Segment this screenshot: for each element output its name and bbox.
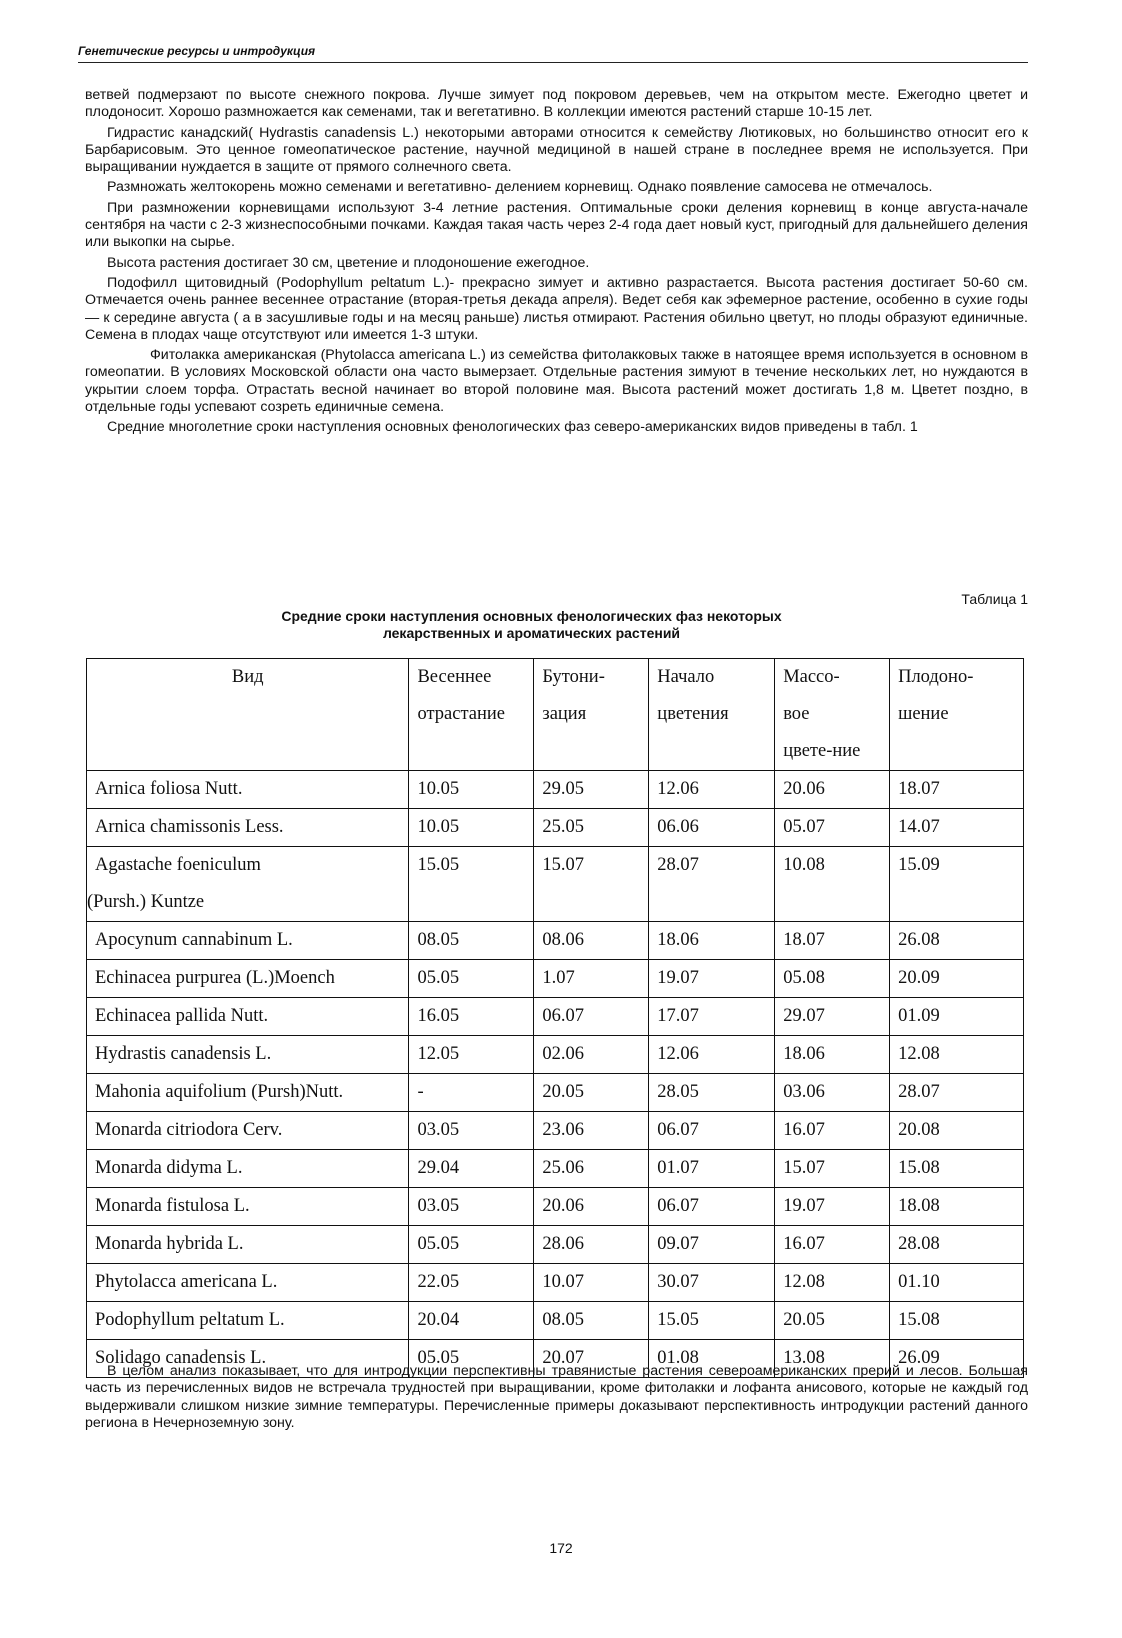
species-cell: Agastache foeniculum (Pursh.) Kuntze [87,847,409,922]
date-cell: 23.06 [534,1112,649,1150]
table-row [87,1188,1024,1226]
date-cell: 10.07 [534,1264,649,1302]
date-cell: 16.07 [775,1112,890,1150]
date-cell: 06.06 [649,809,775,847]
table-caption-line: Средние сроки наступления основных фенологических фаз некоторых [281,608,782,624]
species-cell: Monarda fistulosa L. [87,1188,409,1226]
paragraph: Средние многолетние сроки наступления основных фенологических фаз северо-американских видов приведены в табл. 1 [107,419,918,436]
date-cell: 20.06 [534,1188,649,1226]
date-cell: 15.07 [534,847,649,922]
date-cell: 28.08 [890,1226,1024,1264]
table-label: Таблица 1 [961,591,1028,607]
table-row [87,771,1024,809]
date-cell: 06.07 [649,1188,775,1226]
species-cell: Arnica chamissonis Less. [87,809,409,847]
table-caption [85,608,1028,642]
date-cell: 20.09 [890,960,1024,998]
date-cell: 13.08 [775,1340,890,1378]
date-cell: 29.04 [409,1150,534,1188]
date-cell: 03.05 [409,1188,534,1226]
date-cell: 01.09 [890,998,1024,1036]
date-cell: 1.07 [534,960,649,998]
date-cell: 28.07 [890,1074,1024,1112]
date-cell: 28.05 [649,1074,775,1112]
table-row [87,1074,1024,1112]
date-cell: 28.07 [649,847,775,922]
table-row [87,998,1024,1036]
paragraph: Подофилл щитовидный (Podophyllum peltatum L.)- прекрасно зимует и активно разрастается. Высота растения достигает 50-60 см. Отмечается очень раннее весеннее отрастание (вторая-третья декада апреля). Ведет себя как эфемерное растение, особенно в сухие годы — к середине августа ( а в засушливые годы и на месяц раньше) листья отмирают. Растения обильно цветут, но плоды образуют единичные. Семена в плодах чаще отсутствуют или имеется 1-3 штуки. [85,274,1028,343]
date-cell: 28.06 [534,1226,649,1264]
date-cell: 10.05 [409,809,534,847]
date-cell: 08.05 [409,922,534,960]
species-cell: Echinacea pallida Nutt. [87,998,409,1036]
date-cell: 12.08 [890,1036,1024,1074]
date-cell: 09.07 [649,1226,775,1264]
date-cell: 20.05 [534,1074,649,1112]
date-cell: 05.05 [409,960,534,998]
header-cell-species: Вид [87,659,409,771]
date-cell: 15.09 [890,847,1024,922]
date-cell: 18.06 [775,1036,890,1074]
running-header: Генетические ресурсы и интродукция [78,44,316,58]
date-cell: 26.09 [890,1340,1024,1378]
date-cell: 12.05 [409,1036,534,1074]
date-cell: 18.07 [775,922,890,960]
date-cell: 12.06 [649,771,775,809]
paragraph: При размножении корневищами используют 3-4 летние растения. Оптимальные сроки деления корневищ в конце августа-начале сентября на части с 2-3 жизнеспособными почками. Каждая такая часть через 2-4 года дает новый куст, пригодный для дальнейшего деления или выкопки на сырье. [85,199,1028,251]
date-cell: 20.08 [890,1112,1024,1150]
date-cell: 06.07 [534,998,649,1036]
paragraph: Высота растения достигает 30 см, цветение и плодоношение ежегодное. [107,254,590,271]
species-cell: Hydrastis canadensis L. [87,1036,409,1074]
species-cell: Mahonia aquifolium (Pursh)Nutt. [87,1074,409,1112]
date-cell: 30.07 [649,1264,775,1302]
date-cell: 05.08 [775,960,890,998]
date-cell: 18.06 [649,922,775,960]
species-cell: Podophyllum peltatum L. [87,1302,409,1340]
date-cell: 12.08 [775,1264,890,1302]
date-cell: 20.04 [409,1302,534,1340]
header-cell-budding: Бутони- зация [534,659,649,771]
header-cell-flowering-start: Начало цветения [649,659,775,771]
body-text [85,87,1028,440]
date-cell: 16.07 [775,1226,890,1264]
date-cell: 25.06 [534,1150,649,1188]
paragraph: Гидрастис канадский( Hydrastis canadensis L.) некоторыми авторами относится к семейству Лютиковых, но большинство относит его к Барбарисовым. Это ценное гомеопатическое растение, научной медициной в нашей стране в последнее время не используется. При выращивании нуждается в защите от прямого солнечного света. [85,124,1028,176]
table-row [87,960,1024,998]
table-row [87,1150,1024,1188]
species-cell: Monarda hybrida L. [87,1226,409,1264]
date-cell: 15.05 [409,847,534,922]
date-cell: 03.05 [409,1112,534,1150]
date-cell: 05.05 [409,1226,534,1264]
date-cell: 19.07 [775,1188,890,1226]
date-cell: 01.10 [890,1264,1024,1302]
date-cell: 01.07 [649,1150,775,1188]
header-cell-mass-flowering: Массо- вое цвете-ние [775,659,890,771]
date-cell: 15.05 [649,1302,775,1340]
date-cell: 20.06 [775,771,890,809]
species-cell: Monarda didyma L. [87,1150,409,1188]
date-cell: 08.06 [534,922,649,960]
date-cell: 26.08 [890,922,1024,960]
date-cell: 15.08 [890,1150,1024,1188]
date-cell: 06.07 [649,1112,775,1150]
species-cell: Arnica foliosa Nutt. [87,771,409,809]
paragraph: Фитолакка американская (Phytolacca americana L.) из семейства фитолакковых также в натоящее время используется в основном в гомеопатии. В условиях Московской области она часто вымерзает. Отдельные растения зимуют в течение нескольких лет, но нуждаются в укрытии слоем торфа. Отрастать весной начинает во второй половине мая. Высота растений может достигать 1,8 м. Цветет поздно, в отдельные годы успевают созреть единичные семена. [85,347,1028,416]
species-cell: Echinacea purpurea (L.)Moench [87,960,409,998]
phenology-table [86,658,1024,1378]
page-number: 172 [549,1540,573,1556]
table-row [87,1112,1024,1150]
species-cell: Solidago canadensis L. [87,1340,409,1378]
header-rule [78,62,1028,63]
date-cell: 18.07 [890,771,1024,809]
date-cell: 10.08 [775,847,890,922]
table-header-row [87,659,1024,771]
date-cell: 01.08 [649,1340,775,1378]
table-caption-line: лекарственных и ароматических растений [382,625,681,641]
paragraph: В целом анализ показывает, что для интродукции перспективны травянистые растения североамериканских прерий и лесов. Большая часть из перечисленных видов не встречала трудностей при выращивании, кроме фитолакки и лофанта анисового, которые не каждый год выдерживали слишком низкие зимние температуры. Перечисленные примеры доказывают перспективность интродукции растений данного региона в Нечерноземную зону. [85,1363,1028,1431]
table-row [87,809,1024,847]
table-row [87,847,1024,922]
table-row [87,1036,1024,1074]
paragraph: ветвей подмерзают по высоте снежного покрова. Лучше зимует под покровом деревьев, чем на открытом месте. Ежегодно цветет и плодоносит. Хорошо размножается как семенами, так и вегетативно. В коллекции имеются растений старше 10-15 лет. [85,87,1028,121]
date-cell: 02.06 [534,1036,649,1074]
date-cell: 29.05 [534,771,649,809]
date-cell: 14.07 [890,809,1024,847]
date-cell: 15.08 [890,1302,1024,1340]
closing-text [85,1363,1028,1432]
date-cell: 18.08 [890,1188,1024,1226]
header-cell-fruiting: Плодоно- шение [890,659,1024,771]
paragraph: Размножать желтокорень можно семенами и вегетативно- делением корневищ. Однако появление самосева не отмечалось. [107,179,933,196]
table-row [87,1226,1024,1264]
date-cell: - [409,1074,534,1112]
date-cell: 19.07 [649,960,775,998]
species-cell: Apocynum cannabinum L. [87,922,409,960]
date-cell: 08.05 [534,1302,649,1340]
date-cell: 17.07 [649,998,775,1036]
date-cell: 10.05 [409,771,534,809]
date-cell: 20.07 [534,1340,649,1378]
date-cell: 12.06 [649,1036,775,1074]
species-cell: Phytolacca americana L. [87,1264,409,1302]
date-cell: 16.05 [409,998,534,1036]
table-row [87,922,1024,960]
date-cell: 05.07 [775,809,890,847]
table-row [87,1302,1024,1340]
date-cell: 03.06 [775,1074,890,1112]
date-cell: 25.05 [534,809,649,847]
date-cell: 22.05 [409,1264,534,1302]
date-cell: 15.07 [775,1150,890,1188]
date-cell: 20.05 [775,1302,890,1340]
header-cell-spring-regrowth: Весеннее отрастание [409,659,534,771]
table-row [87,1264,1024,1302]
species-cell: Monarda citriodora Cerv. [87,1112,409,1150]
date-cell: 29.07 [775,998,890,1036]
date-cell: 05.05 [409,1340,534,1378]
